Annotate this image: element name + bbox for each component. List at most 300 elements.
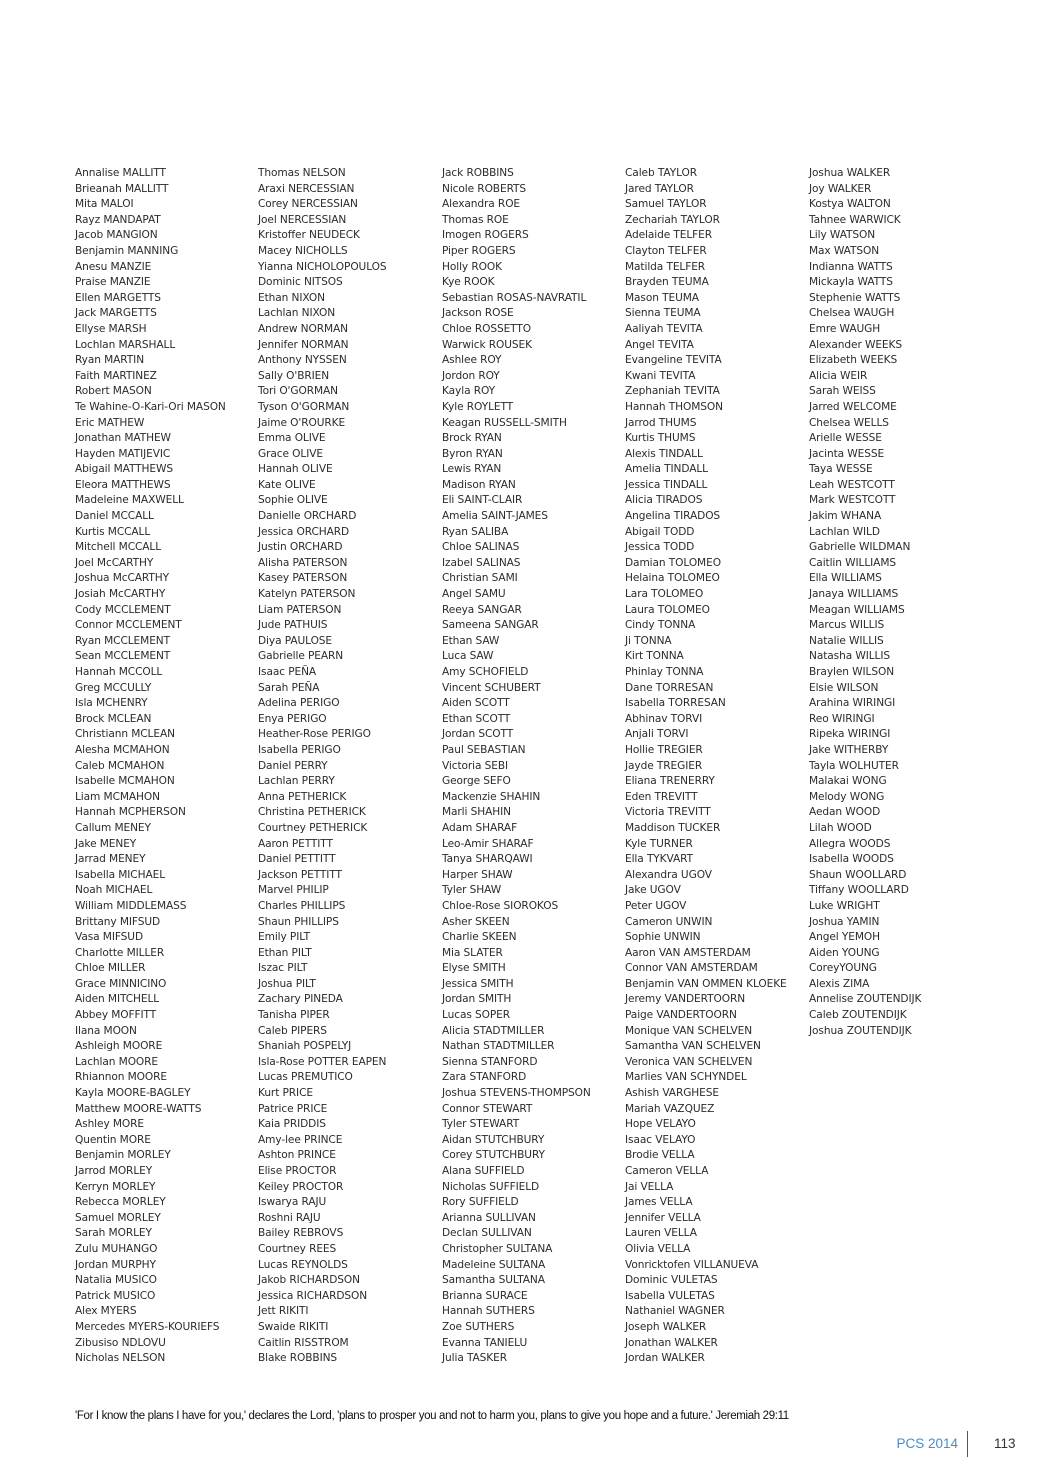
student-name: Nicholas NELSON: [75, 1352, 166, 1365]
student-name: Hannah OLIVE: [258, 463, 333, 476]
student-name: Jordan WALKER: [625, 1352, 705, 1365]
student-name: Kirt TONNA: [625, 650, 684, 663]
student-name: Reeya SANGAR: [442, 603, 522, 616]
student-name: Quentin MORE: [75, 1133, 151, 1146]
student-name: Adelina PERIGO: [258, 697, 340, 710]
student-name: Thomas NELSON: [258, 167, 346, 179]
student-name: Josiah McCARTHY: [75, 588, 166, 601]
student-name: Patrick MUSICO: [75, 1289, 156, 1302]
student-name: Ethan PILT: [258, 946, 312, 959]
student-name: Caleb MCMAHON: [75, 759, 165, 772]
student-name: Jessica SMITH: [442, 977, 514, 990]
student-name: Elise PROCTOR: [258, 1165, 337, 1177]
student-name: Alesha MCMAHON: [75, 743, 170, 756]
student-name: James VELLA: [625, 1196, 693, 1209]
student-name: Isabella VULETAS: [625, 1289, 715, 1302]
student-name: Lucas REYNOLDS: [258, 1258, 348, 1271]
student-name: Christopher SULTANA: [442, 1242, 553, 1255]
student-name: Hannah MCPHERSON: [75, 806, 186, 819]
student-name: Anna PETHERICK: [258, 790, 347, 803]
student-name: Meagan WILLIAMS: [809, 603, 905, 616]
student-name: Abigail MATTHEWS: [75, 463, 173, 476]
student-name: Matthew MOORE-WATTS: [75, 1102, 202, 1115]
student-name: Sean MCCLEMENT: [75, 650, 171, 663]
student-name: Mackenzie SHAHIN: [442, 790, 541, 803]
student-name: Kostya WALTON: [809, 198, 891, 211]
student-name: Diya PAULOSE: [258, 634, 333, 647]
student-name: Isabella MICHAEL: [75, 868, 165, 881]
student-name: Amelia SAINT-JAMES: [442, 510, 548, 523]
student-name: Izabel SALINAS: [442, 556, 521, 569]
student-name: Cameron VELLA: [625, 1165, 709, 1177]
student-name: Shaun WOOLLARD: [809, 868, 907, 881]
student-name: Jessica RICHARDSON: [258, 1289, 368, 1302]
student-name: Keiley PROCTOR: [258, 1180, 344, 1193]
student-name: Marlies VAN SCHYNDEL: [625, 1071, 747, 1084]
student-name: Lucas SOPER: [442, 1009, 511, 1022]
student-name: Aaron PETTITT: [258, 837, 333, 850]
student-name: Thomas ROE: [442, 213, 509, 226]
student-name: Peter UGOV: [625, 899, 687, 912]
student-name: Isla MCHENRY: [75, 697, 148, 710]
student-name: Melody WONG: [809, 790, 885, 803]
student-name: Sebastian ROSAS-NAVRATIL: [442, 291, 587, 304]
student-name: Angel SAMU: [442, 588, 506, 601]
student-name: Nicole ROBERTS: [442, 182, 527, 195]
student-name: Alexis ZIMA: [809, 977, 870, 990]
student-name: Bailey REBROVS: [258, 1227, 344, 1240]
student-name: Natalia MUSICO: [75, 1274, 157, 1287]
student-name: Sarah WEISS: [809, 385, 876, 398]
student-name: Ethan SCOTT: [442, 712, 511, 725]
student-name: Anjali TORVI: [625, 728, 689, 741]
student-name: Aaliyah TEVITA: [625, 322, 703, 335]
student-name: Gabrielle WILDMAN: [809, 541, 911, 554]
student-name: Ashish VARGHESE: [625, 1087, 719, 1100]
student-name: Rhiannon MOORE: [75, 1071, 167, 1084]
student-name: Daniel PERRY: [258, 759, 328, 772]
student-name: Joshua PILT: [258, 977, 316, 990]
student-name: Arahina WIRINGI: [809, 697, 896, 710]
student-name: Patrice PRICE: [258, 1102, 328, 1115]
student-name: Isla-Rose POTTER EAPEN: [258, 1055, 387, 1068]
student-name: Caitlin WILLIAMS: [809, 556, 896, 569]
student-name: Abigail TODD: [625, 525, 695, 538]
student-name: Zibusiso NDLOVU: [75, 1336, 166, 1349]
student-name: Corey NERCESSIAN: [258, 198, 358, 211]
student-name: Zachary PINEDA: [258, 993, 343, 1006]
student-name: Cameron UNWIN: [625, 915, 713, 928]
student-name: Jake MENEY: [75, 837, 137, 850]
student-name: Angel TEVITA: [625, 338, 694, 351]
publication-label: PCS 2014: [896, 1436, 958, 1451]
student-name: Ella TYKVART: [625, 853, 694, 866]
student-name: Aidan STUTCHBURY: [442, 1133, 545, 1146]
student-name: Chloe SALINAS: [442, 541, 520, 554]
student-name: Araxi NERCESSIAN: [258, 182, 355, 195]
student-name: Eleora MATTHEWS: [75, 478, 171, 491]
student-name: Joshua STEVENS-THOMPSON: [442, 1087, 591, 1100]
name-column-3: [442, 166, 622, 1367]
student-name: Evanna TANIELU: [442, 1336, 528, 1349]
student-name: Anthony NYSSEN: [258, 354, 347, 367]
student-name: Mercedes MYERS-KOURIEFS: [75, 1320, 220, 1333]
student-name: Jarrod MORLEY: [75, 1165, 153, 1177]
student-name: Jarrod THUMS: [625, 416, 697, 429]
student-name: Jordan MURPHY: [75, 1258, 156, 1271]
student-name: Hayden MATIJEVIC: [75, 447, 171, 460]
student-name: Harper SHAW: [442, 868, 513, 881]
student-name: Aiden YOUNG: [809, 946, 880, 959]
student-name: Andrew NORMAN: [258, 322, 348, 335]
student-name: Alicia WEIR: [809, 369, 868, 382]
student-name: Joshua ZOUTENDIJK: [809, 1024, 912, 1037]
student-name: Sienna STANFORD: [442, 1055, 538, 1068]
student-name: Courtney PETHERICK: [258, 821, 368, 834]
student-name: Brieanah MALLITT: [75, 182, 169, 195]
student-name: Alexander WEEKS: [809, 338, 902, 351]
student-name: Justin ORCHARD: [258, 541, 343, 554]
student-name: Jeremy VANDERTOORN: [625, 993, 746, 1006]
student-name: Joy WALKER: [809, 182, 872, 195]
student-name: Byron RYAN: [442, 447, 503, 460]
student-name: Dane TORRESAN: [625, 681, 714, 694]
student-name: Holly ROOK: [442, 260, 502, 273]
student-name: Brodie VELLA: [625, 1149, 695, 1162]
student-name: Roshni RAJU: [258, 1211, 321, 1224]
student-name: Vincent SCHUBERT: [442, 681, 541, 694]
student-name: Lara TOLOMEO: [625, 588, 704, 601]
student-name: Cody MCCLEMENT: [75, 603, 171, 616]
student-name: Isabella PERIGO: [258, 743, 341, 756]
student-name: Ethan NIXON: [258, 291, 325, 304]
student-name: Charlie SKEEN: [442, 931, 517, 944]
student-name: Lachlan PERRY: [258, 775, 335, 788]
student-name: Sarah PEÑA: [258, 681, 320, 694]
student-name: Zephaniah TEVITA: [625, 385, 720, 398]
student-name: Imogen ROGERS: [442, 229, 529, 242]
student-name: Callum MENEY: [75, 821, 151, 834]
student-name: Brock MCLEAN: [75, 712, 152, 725]
student-name: Ashlee ROY: [442, 354, 502, 367]
student-name: Jacinta WESSE: [809, 447, 885, 460]
student-name: Kyle ROYLETT: [442, 400, 514, 413]
student-name: Mariah VAZQUEZ: [625, 1102, 715, 1115]
student-name: Rayz MANDAPAT: [75, 213, 161, 226]
student-name: Arianna SULLIVAN: [442, 1211, 536, 1224]
student-name: Arielle WESSE: [809, 432, 882, 445]
student-name: Hannah SUTHERS: [442, 1305, 535, 1318]
student-name: Lauren VELLA: [625, 1227, 697, 1240]
student-name: Tori O'GORMAN: [258, 385, 338, 398]
student-name: Zoe SUTHERS: [442, 1320, 515, 1333]
student-name: Joseph WALKER: [625, 1320, 707, 1333]
student-name: Clayton TELFER: [625, 244, 707, 257]
student-name: Kurtis THUMS: [625, 432, 696, 445]
student-name: Emily PILT: [258, 931, 310, 944]
student-name: Jude PATHUIS: [258, 619, 328, 632]
student-name: Angel YEMOH: [809, 931, 881, 944]
student-name: Samuel MORLEY: [75, 1211, 161, 1224]
student-name: Ethan SAW: [442, 634, 500, 647]
student-name: Ripeka WIRINGI: [809, 728, 891, 741]
student-name: Jordon ROY: [442, 369, 500, 382]
student-name: Kurt PRICE: [258, 1087, 313, 1100]
name-column-5: [809, 166, 989, 1039]
name-columns: [75, 166, 1035, 1376]
student-name: Joshua McCARTHY: [75, 572, 170, 585]
student-name: Te Wahine-O-Kari-Ori MASON: [75, 400, 226, 413]
student-name: Damian TOLOMEO: [625, 556, 721, 569]
student-name: Iswarya RAJU: [258, 1196, 327, 1209]
student-name: Kayla ROY: [442, 385, 496, 398]
student-name: Greg MCCULLY: [75, 681, 152, 694]
student-name: Joel McCARTHY: [75, 556, 154, 569]
name-column-1: [75, 166, 255, 1367]
student-name: Maddison TUCKER: [625, 821, 721, 834]
student-name: Shaniah POSPELYJ: [258, 1040, 352, 1053]
student-name: Jake UGOV: [625, 884, 681, 897]
student-name: Yianna NICHOLOPOULOS: [258, 260, 387, 273]
student-name: Nathan STADTMILLER: [442, 1040, 555, 1053]
student-name: Piper ROGERS: [442, 244, 516, 257]
student-name: Benjamin MANNING: [75, 244, 179, 257]
student-name: Faith MARTINEZ: [75, 369, 157, 382]
student-name: Connor MCCLEMENT: [75, 619, 182, 632]
student-name: Alicia STADTMILLER: [442, 1024, 545, 1037]
student-name: Shaun PHILLIPS: [258, 915, 339, 928]
student-name: Lachlan MOORE: [75, 1055, 159, 1068]
student-name: Jonathan WALKER: [625, 1336, 718, 1349]
student-name: Tanisha PIPER: [258, 1009, 330, 1022]
student-name: Luke WRIGHT: [809, 899, 880, 912]
student-name: Chelsea WELLS: [809, 416, 889, 429]
student-name: Amelia TINDALL: [625, 463, 708, 476]
student-name: Grace MINNICINO: [75, 977, 167, 990]
student-name: Jayde TREGIER: [625, 759, 703, 772]
student-name: George SEFO: [442, 775, 511, 788]
student-name: Jack ROBBINS: [442, 167, 514, 179]
student-name: Kye ROOK: [442, 276, 495, 289]
student-name: Eric MATHEW: [75, 416, 145, 429]
student-name: Ilana MOON: [75, 1024, 137, 1037]
student-name: Connor STEWART: [442, 1102, 533, 1115]
student-name: Tahnee WARWICK: [809, 213, 901, 226]
student-name: Kristoffer NEUDECK: [258, 229, 360, 242]
student-name: Kayla MOORE-BAGLEY: [75, 1087, 191, 1100]
student-name: Isabella WOODS: [809, 853, 894, 866]
student-name: Angelina TIRADOS: [625, 510, 721, 523]
student-name: Monique VAN SCHELVEN: [625, 1024, 753, 1037]
student-name: Brayden TEUMA: [625, 276, 709, 289]
student-name: Blake ROBBINS: [258, 1352, 338, 1365]
student-name: Mickayla WATTS: [809, 276, 893, 289]
student-name: Ji TONNA: [625, 634, 672, 647]
footer-divider: [967, 1431, 968, 1457]
student-name: Ellen MARGETTS: [75, 291, 161, 304]
student-name: Aiden MITCHELL: [75, 993, 160, 1006]
student-name: Madeleine MAXWELL: [75, 494, 184, 507]
student-name: Jessica TODD: [625, 541, 695, 554]
student-name: Elyse SMITH: [442, 962, 506, 975]
bible-quote: 'For I know the plans I have for you,' declares the Lord, 'plans to prosper you and not to harm you, plans to give you hope and a future.' Jeremiah 29:11: [75, 1410, 789, 1422]
student-name: Benjamin MORLEY: [75, 1149, 171, 1162]
student-name: Brock RYAN: [442, 432, 502, 445]
student-name: Leo-Amir SHARAF: [442, 837, 534, 850]
student-name: Mia SLATER: [442, 946, 503, 959]
student-name: Joshua WALKER: [809, 167, 891, 179]
student-name: Annelise ZOUTENDIJK: [809, 993, 922, 1006]
student-name: Janaya WILLIAMS: [809, 588, 899, 601]
student-name: Indianna WATTS: [809, 260, 893, 273]
student-name: Tyson O'GORMAN: [258, 400, 350, 413]
student-name: Lucas PREMUTICO: [258, 1071, 353, 1084]
student-name: Declan SULLIVAN: [442, 1227, 532, 1240]
student-name: Sophie UNWIN: [625, 931, 701, 944]
student-name: Charles PHILLIPS: [258, 899, 346, 912]
student-name: Warwick ROUSEK: [442, 338, 532, 351]
student-name: Adelaide TELFER: [625, 229, 713, 242]
student-name: Marcus WILLIS: [809, 619, 885, 632]
student-name: Swaide RIKITI: [258, 1320, 329, 1333]
student-name: Chloe-Rose SIOROKOS: [442, 899, 559, 912]
student-name: Zechariah TAYLOR: [625, 213, 720, 226]
student-name: Kasey PATERSON: [258, 572, 348, 585]
student-name: Lachlan WILD: [809, 525, 880, 538]
student-name: Jakim WHANA: [809, 510, 882, 523]
student-name: Jessica ORCHARD: [258, 525, 350, 538]
student-name: Dominic NITSOS: [258, 276, 343, 289]
student-name: Tanya SHARQAWI: [442, 853, 533, 866]
student-name: Tayla WOLHUTER: [809, 759, 899, 772]
student-name: Leah WESTCOTT: [809, 478, 895, 491]
student-name: Kurtis MCCALL: [75, 525, 151, 538]
student-name: Emre WAUGH: [809, 322, 881, 335]
student-name: Alana SUFFIELD: [442, 1165, 525, 1177]
student-name: Sarah MORLEY: [75, 1227, 152, 1240]
student-name: Jackson PETTITT: [258, 868, 342, 881]
student-name: Stephenie WATTS: [809, 291, 901, 304]
student-name: Taya WESSE: [809, 463, 873, 476]
student-name: Kerryn MORLEY: [75, 1180, 156, 1193]
student-name: Sienna TEUMA: [625, 307, 701, 320]
student-name: Victoria SEBI: [442, 759, 509, 772]
student-name: Christiann MCLEAN: [75, 728, 175, 741]
student-name: Laura TOLOMEO: [625, 603, 710, 616]
student-name: Anesu MANZIE: [75, 260, 152, 273]
student-name: Isaac PEÑA: [258, 666, 317, 678]
student-name: Jackson ROSE: [442, 307, 514, 320]
student-name: Madison RYAN: [442, 478, 516, 491]
student-name: Abbey MOFFITT: [75, 1009, 157, 1022]
student-name: Tiffany WOOLLARD: [809, 884, 909, 897]
student-name: Alexandra UGOV: [625, 868, 712, 881]
student-name: Jarred WELCOME: [809, 400, 897, 413]
student-name: Mita MALOI: [75, 198, 134, 211]
student-name: Jett RIKITI: [258, 1305, 309, 1318]
student-name: Christian SAMI: [442, 572, 518, 585]
student-name: Ella WILLIAMS: [809, 572, 882, 585]
student-name: Grace OLIVE: [258, 447, 323, 460]
student-name: Natasha WILLIS: [809, 650, 891, 663]
student-name: Adam SHARAF: [442, 821, 518, 834]
student-name: Jessica TINDALL: [625, 478, 708, 491]
student-name: Iszac PILT: [258, 962, 308, 975]
student-name: Helaina TOLOMEO: [625, 572, 720, 585]
student-name: Abhinav TORVI: [625, 712, 703, 725]
student-name: Ashley MORE: [75, 1118, 145, 1131]
student-name: Lewis RYAN: [442, 463, 502, 476]
student-name: Tyler SHAW: [442, 884, 502, 897]
student-name: Julia TASKER: [442, 1352, 508, 1365]
student-name: Tyler STEWART: [442, 1118, 520, 1131]
student-name: Alisha PATERSON: [258, 556, 348, 569]
student-name: Alexis TINDALL: [625, 447, 703, 460]
student-name: Hope VELAYO: [625, 1118, 696, 1131]
student-name: Marli SHAHIN: [442, 806, 511, 819]
student-name: Veronica VAN SCHELVEN: [625, 1055, 753, 1068]
student-name: Zara STANFORD: [442, 1071, 527, 1084]
student-name: Ashton PRINCE: [258, 1149, 336, 1162]
student-name: Noah MICHAEL: [75, 884, 153, 897]
student-name: Daniel MCCALL: [75, 510, 154, 523]
student-name: Natalie WILLIS: [809, 634, 884, 647]
student-name: Lachlan NIXON: [258, 307, 336, 320]
student-name: Danielle ORCHARD: [258, 510, 357, 523]
student-name: Dominic VULETAS: [625, 1274, 718, 1287]
student-name: Alicia TIRADOS: [625, 494, 703, 507]
student-name: Amy SCHOFIELD: [442, 666, 529, 678]
student-name: Kwani TEVITA: [625, 369, 696, 382]
student-name: Eliana TRENERRY: [625, 775, 715, 788]
student-name: Corey STUTCHBURY: [442, 1149, 545, 1162]
student-name: Amy-lee PRINCE: [258, 1133, 343, 1146]
student-name: Ellyse MARSH: [75, 322, 147, 335]
student-name: Samuel TAYLOR: [625, 198, 707, 211]
name-column-2: [258, 166, 438, 1367]
student-name: Samantha VAN SCHELVEN: [625, 1040, 761, 1053]
student-name: Jonathan MATHEW: [75, 432, 171, 445]
student-name: Eli SAINT-CLAIR: [442, 494, 523, 507]
student-name: Hannah THOMSON: [625, 400, 723, 413]
student-name: Caleb ZOUTENDIJK: [809, 1009, 907, 1022]
student-name: Matilda TELFER: [625, 260, 706, 273]
student-name: Cindy TONNA: [625, 619, 696, 632]
student-name: Rebecca MORLEY: [75, 1196, 166, 1209]
student-name: Brittany MIFSUD: [75, 915, 161, 928]
student-name: Madeleine SULTANA: [442, 1258, 546, 1271]
student-name: Joel NERCESSIAN: [258, 213, 347, 226]
student-name: Caleb TAYLOR: [625, 167, 698, 179]
page-number: 113: [994, 1436, 1016, 1451]
student-name: Chloe ROSSETTO: [442, 322, 531, 335]
student-name: Jared TAYLOR: [625, 182, 694, 195]
student-name: Christina PETHERICK: [258, 806, 366, 819]
student-name: Kyle TURNER: [625, 837, 693, 850]
student-name: Isabella TORRESAN: [625, 697, 726, 710]
student-name: Ashleigh MOORE: [75, 1040, 163, 1053]
student-name: Chelsea WAUGH: [809, 307, 895, 320]
student-name: Jordan SMITH: [442, 993, 512, 1006]
student-name: Caitlin RISSTROM: [258, 1336, 349, 1349]
student-name: Heather-Rose PERIGO: [258, 728, 371, 741]
student-name: Benjamin VAN OMMEN KLOEKE: [625, 977, 787, 990]
student-name: Caleb PIPERS: [258, 1024, 327, 1037]
student-name: Sally O'BRIEN: [258, 369, 330, 382]
student-name: Isabelle MCMAHON: [75, 775, 175, 788]
student-name: Jennifer NORMAN: [258, 338, 349, 351]
student-name: Jai VELLA: [625, 1180, 674, 1193]
